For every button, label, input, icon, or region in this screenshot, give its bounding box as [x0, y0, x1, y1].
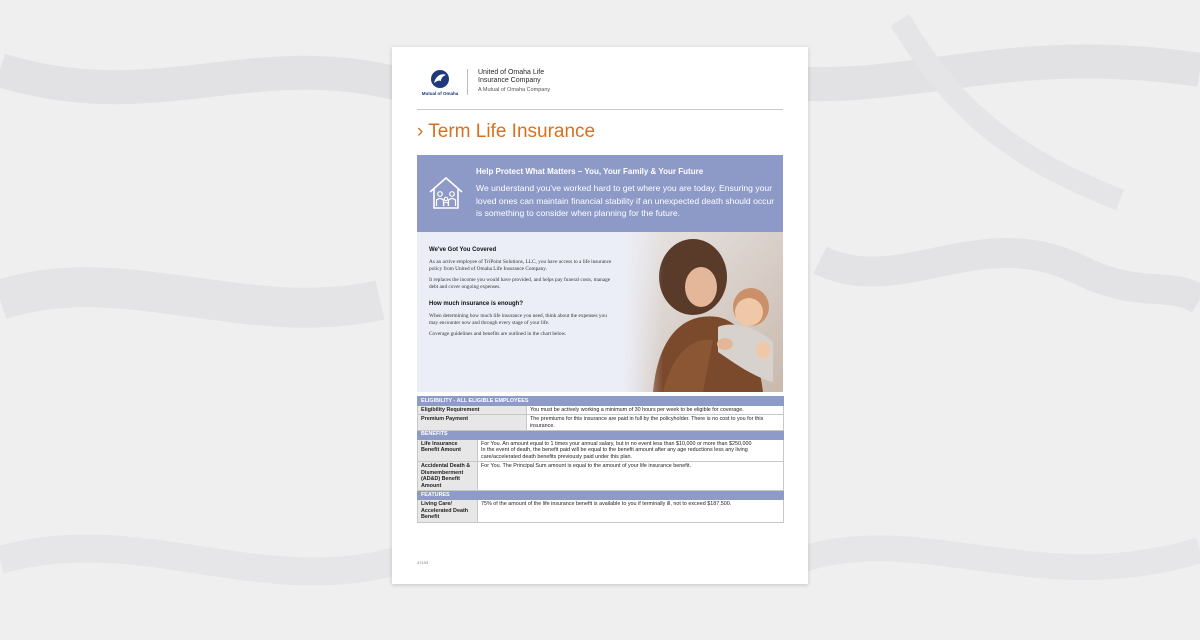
header-divider	[467, 69, 468, 95]
section-title: ELIGIBILITY - ALL ELIGIBLE EMPLOYEES	[418, 397, 784, 406]
section-header-features	[418, 491, 784, 500]
intro-text-column	[429, 247, 615, 341]
row-label: Life Insurance Benefit Amount	[418, 439, 478, 461]
logo-wordmark: Mutual of Omaha	[421, 91, 459, 96]
row-value: The premiums for this insurance are paid in full by the policyholder. There is no cost to you for this insurance.	[527, 415, 784, 431]
table-row	[418, 415, 784, 431]
company-line-2: Insurance Company	[478, 77, 541, 84]
intro-paragraph-2: It replaces the income you would have provided, and helps pay funeral costs, manage debt and cover ongoing expenses.	[429, 276, 611, 291]
row-label: Accidental Death & Dismemberment (AD&D) Benefit Amount	[418, 462, 478, 491]
intro-heading-how-much: How much insurance is enough?	[429, 300, 524, 307]
page-title: › Term Life Insurance	[417, 121, 596, 142]
company-subtitle: A Mutual of Omaha Company	[478, 87, 551, 93]
row-value: 75% of the amount of the life insurance benefit is available to you if terminally ill, not to exceed $187,500.	[478, 500, 784, 522]
row-value-line: In the event of death, the benefit paid will be equal to the benefit amount after any age reductions less any living care/accelerated death benefits previously paid under this plan.	[481, 447, 748, 460]
intro-paragraph-1: As an active employee of TriPoint Solutions, LLC, you have access to a life insurance policy from United of Omaha Life Insurance Company.	[429, 258, 612, 273]
banner-heading: Help Protect What Matters – You, Your Family & Your Future	[476, 167, 704, 176]
intro-paragraph-4: Coverage guidelines and benefits are outlined in the chart below.	[429, 330, 567, 337]
document-header	[420, 69, 780, 99]
company-line-1: United of Omaha Life	[478, 69, 545, 76]
section-header-eligibility	[418, 397, 784, 406]
section-title: FEATURES	[418, 491, 784, 500]
row-label: Eligibility Requirement	[418, 406, 527, 415]
section-title: BENEFITS	[418, 430, 784, 439]
family-photo	[623, 232, 783, 392]
company-name	[478, 69, 550, 94]
row-value: For You. The Principal Sum amount is equal to the amount of your life insurance benefit.	[478, 462, 784, 491]
row-value-line: For You. An amount equal to 1 times your annual salary, but in no event less than $10,000 or more than $250,000	[481, 440, 752, 447]
document-page	[392, 47, 808, 584]
banner	[417, 155, 783, 232]
form-code: 47193	[417, 560, 429, 565]
coverage-table	[417, 396, 783, 523]
row-label: Premium Payment	[418, 415, 527, 431]
table-row	[418, 439, 784, 461]
table-row	[418, 462, 784, 491]
row-label: Living Care/ Accelerated Death Benefit	[418, 500, 478, 522]
row-value	[478, 439, 784, 461]
banner-text: We understand you've worked hard to get where you are today. Ensuring your loved ones can maintain financial stability if an unexpected death should occur is something to consider when planning for the future.	[476, 183, 775, 218]
intro-heading-covered: We've Got You Covered	[429, 247, 497, 253]
table-row	[418, 406, 784, 415]
section-header-benefits	[418, 430, 784, 439]
intro-paragraph-3: When determining how much life insurance you need, think about the expenses you may encounter now and through every stage of your life.	[429, 312, 607, 327]
table-row	[418, 500, 784, 522]
row-value: You must be actively working a minimum of 30 hours per week to be eligible for coverage.	[527, 406, 784, 415]
header-rule	[417, 109, 783, 110]
intro-section	[417, 232, 783, 392]
house-family-icon	[427, 175, 465, 211]
